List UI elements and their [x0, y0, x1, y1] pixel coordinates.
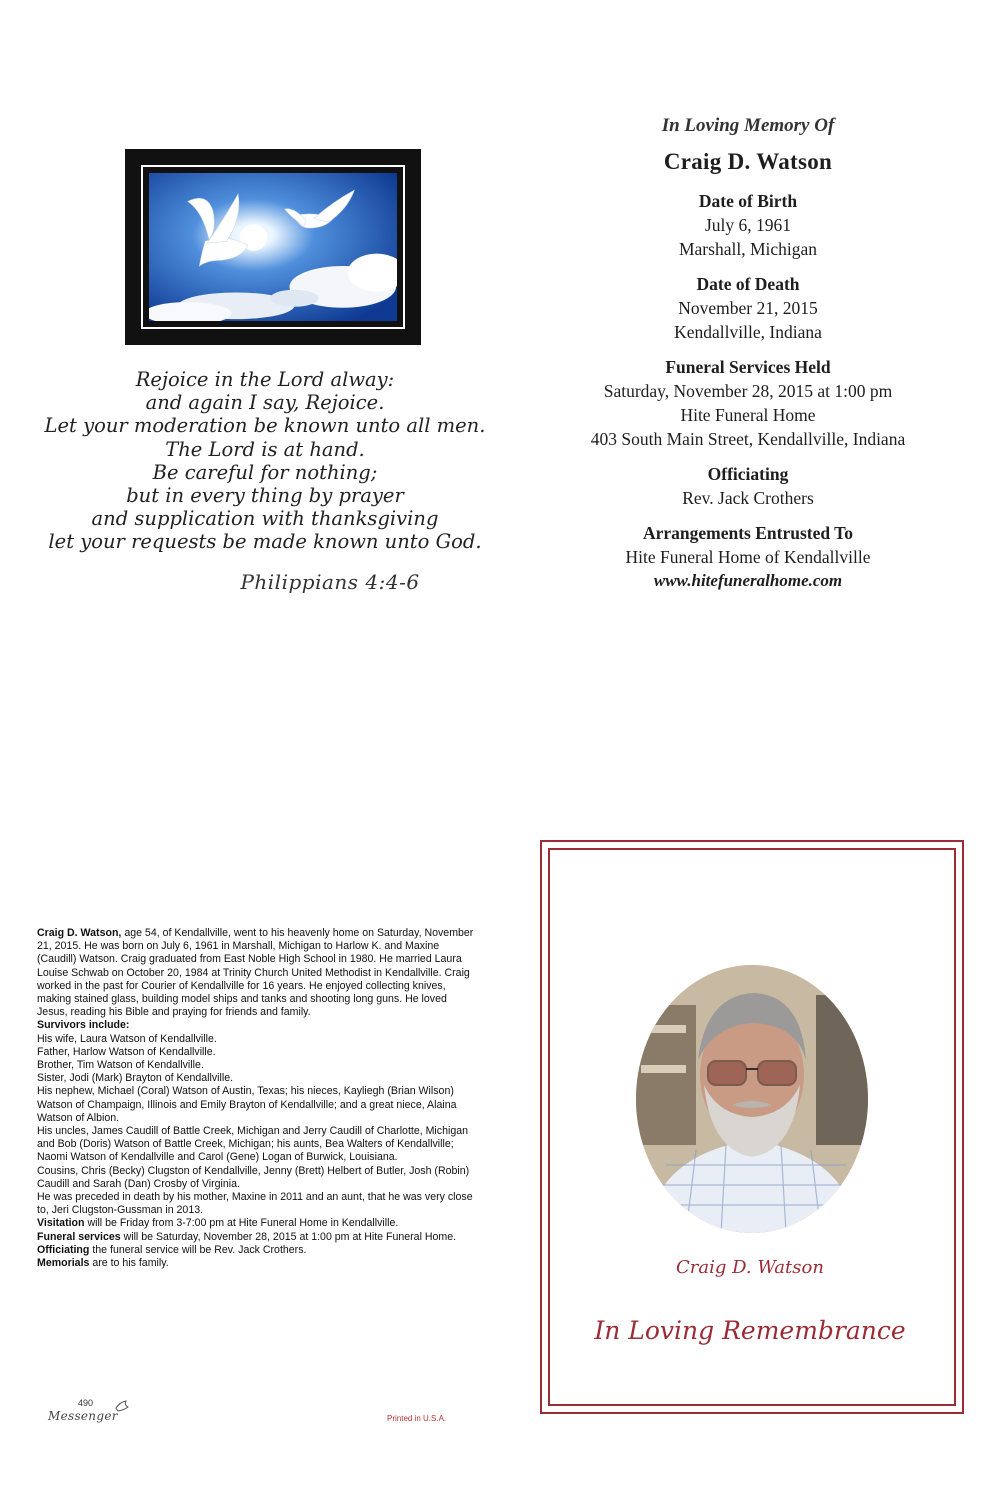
officiant-name: Rev. Jack Crothers [682, 488, 814, 508]
doves-in-sky-image [149, 173, 397, 321]
memorials-text: are to his family. [89, 1257, 169, 1270]
survivor-line: Brother, Tim Watson of Kendallville. [37, 1059, 204, 1072]
survivor-line: His wife, Laura Watson of Kendallville. [37, 1032, 217, 1045]
survivor-line: Father, Harlow Watson of Kendallville. [37, 1045, 216, 1058]
officiating-text: the funeral service will be Rev. Jack Crothers. [89, 1243, 307, 1256]
visitation-text: will be Friday from 3-7:00 pm at Hite Funeral Home in Kendallville. [84, 1217, 399, 1230]
services-address: 403 South Main Street, Kendallville, Indiana [590, 429, 906, 449]
survivor-line: His uncles, James Caudill of Battle Creek, Michigan and Jerry Caudill of Charlotte, Michigan and Bob (Doris) Watson of Battle Creek, Michigan; his aunts, Bea Walters of Kendallville; Naomi Watson of Kendallville and Carol (Gene) Logan of Burwick, Louisiana. [37, 1125, 469, 1164]
survivor-line: His nephew, Michael (Coral) Watson of Austin, Texas; his nieces, Kayliegh (Brian Wilson) Watson of Champaign, Illinois and Emily Brayton of Kendallville; and a great niece, Alaina Watson of Albion. [37, 1085, 457, 1124]
memory-heading: In Loving Memory Of [661, 115, 835, 136]
obituary-name: Craig D. Watson, [37, 927, 122, 939]
officiating-label: Officiating [37, 1243, 90, 1256]
birth-date: July 6, 1961 [704, 215, 792, 235]
memorials-line [37, 1257, 477, 1270]
portrait-photo [636, 965, 868, 1233]
cover-name: Craig D. Watson [676, 1257, 824, 1278]
memorials-label: Memorials [37, 1257, 90, 1270]
publisher-name: Messenger [48, 1409, 118, 1423]
officiating-line [37, 1244, 477, 1257]
visitation-line [37, 1217, 477, 1230]
officiating-section [550, 462, 946, 510]
survivor-line: Cousins, Chris (Becky) Clugston of Kendallville, Jenny (Brett) Helbert of Butler, Josh (Robin) Caudill and Sarah (Dan) Crosby of Virginia. [37, 1164, 470, 1190]
obituary-intro-text: age 54, of Kendallville, went to his heavenly home on Saturday, November 21, 2015. He was born on July 6, 1961 in Marshall, Michigan to Harlow K. and Maxine (Caudill) Watson. Craig graduated from East Noble High School in 1980. He married Laura Louise Schwab on October 20, 1984 at Trinity Church United Methodist in Kendallville. Craig worked in the past for Courier of Kendallville for 16 years. He enjoyed collecting knives, making stained glass, building model ships and tanks and shooting long guns. He loved Jesus, reading his Bible and praying for friends and family. [37, 927, 474, 1019]
verse-line: but in every thing by prayer [126, 484, 404, 508]
funeral-services-line [37, 1231, 477, 1244]
services-label: Funeral Services Held [665, 357, 831, 377]
death-place: Kendallville, Indiana [674, 322, 822, 342]
obituary-text [37, 927, 477, 1270]
printed-in-usa: Printed in U.S.A. [387, 1414, 447, 1423]
cover-title: In Loving Remembrance [594, 1316, 906, 1345]
survivors-label: Survivors include: [37, 1019, 130, 1032]
obituary-intro [37, 927, 477, 1019]
services-venue: Hite Funeral Home [680, 405, 816, 425]
funeral-home-name: Hite Funeral Home of Kendallville [625, 547, 871, 567]
verse-line: and supplication with thanksgiving [91, 507, 439, 531]
publisher-logo [48, 1398, 138, 1428]
verse-reference: Philippians 4:4-6 [240, 570, 420, 594]
visitation-label: Visitation [37, 1217, 85, 1230]
verse-line: Let your moderation be known unto all men. [44, 414, 486, 438]
arrangements-section [550, 521, 946, 593]
form-number: 490 [78, 1398, 94, 1408]
funeral-services-text: will be Saturday, November 28, 2015 at 1:00 pm at Hite Funeral Home. [120, 1230, 457, 1243]
memorial-details [550, 115, 946, 604]
birth-label: Date of Birth [698, 191, 798, 211]
arrangements-label: Arrangements Entrusted To [642, 523, 853, 543]
survivors-heading [37, 1019, 477, 1032]
deceased-name: Craig D. Watson [663, 149, 833, 174]
scripture-verse [40, 368, 490, 554]
funeral-services-label: Funeral services [37, 1230, 121, 1243]
death-label: Date of Death [696, 274, 800, 294]
officiating-label: Officiating [707, 464, 789, 484]
verse-line: The Lord is at hand. [165, 437, 365, 461]
verse-line: let your requests be made known unto God. [48, 530, 482, 554]
survivor-line: He was preceded in death by his mother, Maxine in 2011 and an aunt, that he was very close to, Jeri Clugston-Gussman in 2013. [37, 1191, 473, 1217]
death-date: November 21, 2015 [678, 298, 818, 318]
death-section [550, 272, 946, 344]
services-section [550, 355, 946, 451]
verse-line: Be careful for nothing; [152, 460, 378, 484]
services-datetime: Saturday, November 28, 2015 at 1:00 pm [603, 381, 893, 401]
verse-line: Rejoice in the Lord alway: [135, 368, 395, 391]
verse-line: and again I say, Rejoice. [145, 391, 385, 415]
doves-photo-frame [125, 149, 421, 345]
birth-section [550, 189, 946, 261]
birth-place: Marshall, Michigan [678, 239, 818, 259]
photo-mat [141, 165, 405, 329]
dove-logo-icon [114, 1398, 132, 1416]
survivor-line: Sister, Jodi (Mark) Brayton of Kendallville. [37, 1072, 234, 1085]
funeral-home-website: www.hitefuneralhome.com [653, 571, 843, 590]
